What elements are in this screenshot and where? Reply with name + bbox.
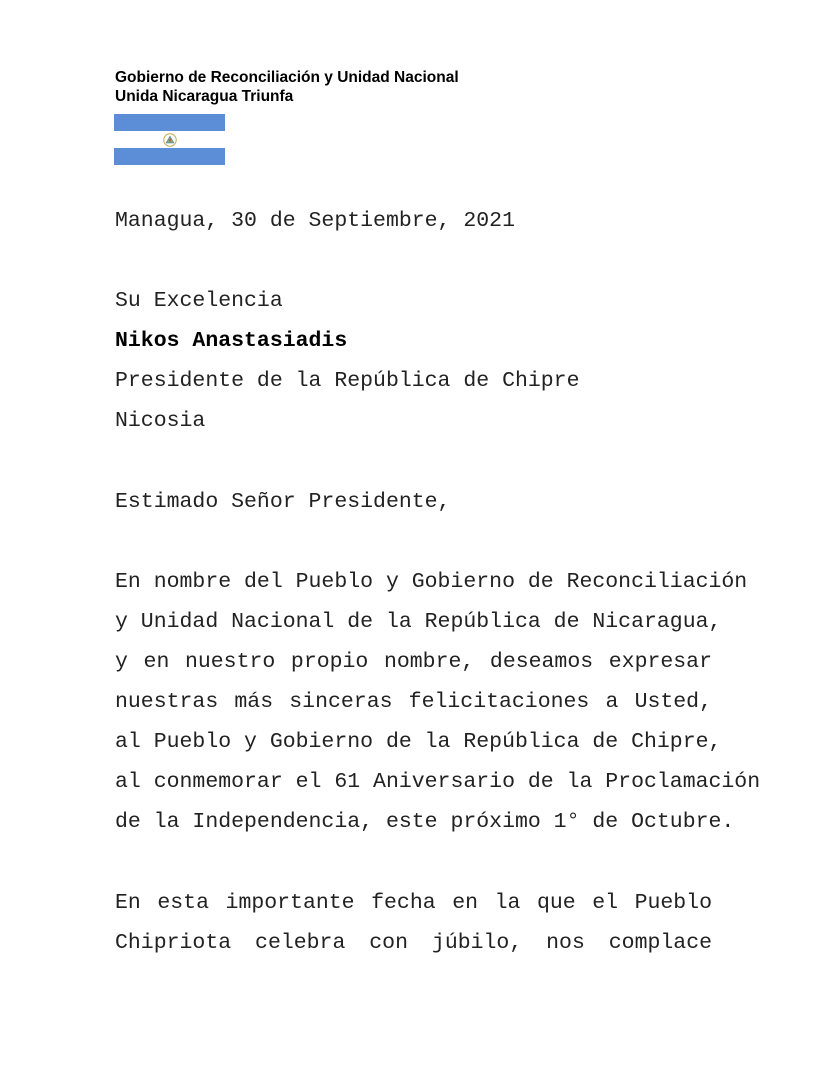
paragraph-line: al Pueblo y Gobierno de la República de Chipre, [115, 730, 722, 754]
nicaragua-flag-icon [114, 114, 225, 165]
government-motto: Unida Nicaragua Triunfa [115, 88, 294, 105]
coat-of-arms-icon [163, 133, 177, 147]
flag-top-stripe [114, 114, 225, 131]
government-name: Gobierno de Reconciliación y Unidad Nacional [115, 69, 459, 86]
letterhead [115, 68, 459, 106]
recipient-city: Nicosia [115, 409, 206, 433]
recipient-position: Presidente de la República de Chipre [115, 369, 580, 393]
paragraph-line: y Unidad Nacional de la República de Nicaragua, [115, 610, 722, 634]
flag-bottom-stripe [114, 148, 225, 165]
recipient-name: Nikos Anastasiadis [115, 329, 348, 353]
paragraph-line: y en nuestro propio nombre, deseamos expresar [115, 650, 712, 674]
body-paragraph-2 [115, 891, 712, 971]
paragraph-line: En esta importante fecha en la que el Pueblo [115, 891, 712, 915]
paragraph-line: nuestras más sinceras felicitaciones a Usted, [115, 690, 712, 714]
body-paragraph-1 [115, 570, 761, 850]
letter-greeting: Estimado Señor Presidente, [115, 490, 451, 514]
letter-date: Managua, 30 de Septiembre, 2021 [115, 209, 515, 233]
paragraph-line: En nombre del Pueblo y Gobierno de Reconciliación [115, 570, 748, 594]
paragraph-line: Chipriota celebra con júbilo, nos complace [115, 931, 712, 955]
recipient-title: Su Excelencia [115, 289, 283, 313]
paragraph-line: de la Independencia, este próximo 1° de Octubre. [115, 810, 735, 834]
flag-middle-stripe [114, 131, 225, 148]
paragraph-line: al conmemorar el 61 Aniversario de la Proclamación [115, 770, 761, 794]
